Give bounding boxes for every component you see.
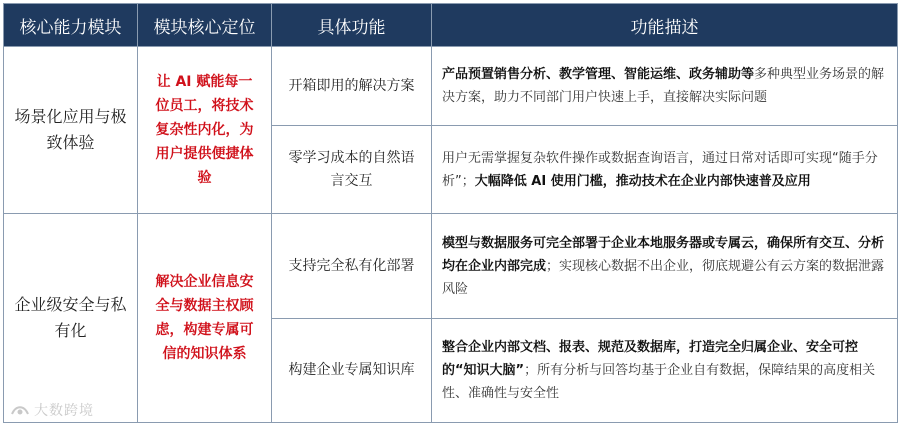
description-bold: 大幅降低 AI 使用门槛，推动技术在企业内部快速普及应用: [474, 173, 811, 189]
description-text: ；实现核心数据不出企业，彻底规避公有云方案的数据泄露风险: [442, 258, 885, 297]
watermark-text: 大数跨境: [34, 403, 94, 419]
description-bold: 整合企业内部文档、报表、规范及数据库，打造完全归属企业、安全可控的“知识大脑”: [442, 340, 859, 378]
description-text: ；所有分析与回答均基于企业自有数据，保障结果的高度相关性、准确性与安全性: [442, 363, 876, 401]
description-text: 用户无需掌握复杂软件操作或数据查询语言，通过日常对话即可实现“随手分析”；: [442, 150, 878, 189]
header-row: [4, 4, 898, 47]
module-cell: 场景化应用与极致体验: [4, 47, 138, 214]
description-cell: [432, 126, 898, 214]
logo-icon: [10, 403, 30, 417]
description-text: 多种典型业务场景的解决方案，助力不同部门用户快速上手，直接解决实际问题: [442, 67, 885, 105]
header-positioning: 模块核心定位: [138, 4, 272, 47]
feature-cell: 构建企业专属知识库: [272, 319, 432, 423]
header-feature: 具体功能: [272, 4, 432, 47]
feature-cell: 开箱即用的解决方案: [272, 47, 432, 126]
description-cell: [432, 319, 898, 423]
feature-cell: 支持完全私有化部署: [272, 214, 432, 319]
header-module: 核心能力模块: [4, 4, 138, 47]
feature-cell: 零学习成本的自然语言交互: [272, 126, 432, 214]
table-row: [4, 47, 898, 126]
positioning-cell: 解决企业信息安全与数据主权顾虑，构建专属可信的知识体系: [138, 214, 272, 423]
watermark: [10, 400, 94, 420]
description-bold: 产品预置销售分析、教学管理、智能运维、政务辅助等: [442, 67, 755, 82]
description-cell: [432, 47, 898, 126]
module-cell: 企业级安全与私有化: [4, 214, 138, 423]
description-cell: [432, 214, 898, 319]
capability-table: [3, 3, 898, 423]
header-description: 功能描述: [432, 4, 898, 47]
table-row: [4, 214, 898, 319]
positioning-cell: 让 AI 赋能每一位员工，将技术复杂性内化，为用户提供便捷体验: [138, 47, 272, 214]
description-bold: 模型与数据服务可完全部署于企业本地服务器或专属云，确保所有交互、分析均在企业内部完成: [442, 235, 885, 274]
